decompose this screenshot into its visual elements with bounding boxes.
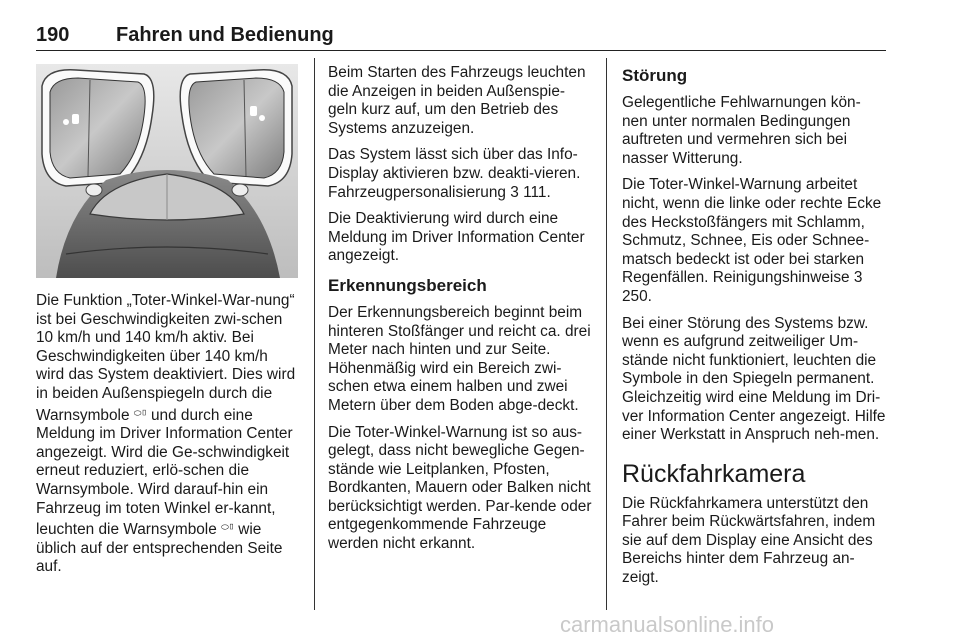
heading-stoerung: Störung (622, 66, 688, 85)
heading-rueckfahrkamera: Rückfahrkamera (622, 459, 806, 488)
car-rear (56, 170, 280, 278)
blind-spot-warning-icon: ⬭▯ (133, 407, 147, 418)
paragraph-dirty-bumper: Die Toter-Winkel-Warnung arbeitet nicht, wenn die linke oder rechte Ecke des Heckstoßfängers mit Schlamm, Schmutz, Schnee, Eis oder Schnee-matsch bedeckt ist oder bei starken Regenfällen. Reinigungshinweise 3 250. (622, 176, 882, 305)
blind-spot-illustration (36, 64, 298, 278)
heading-erkennungsbereich: Erkennungsbereich (328, 275, 487, 295)
paragraph-deactivation: Die Deaktivierung wird durch eine Meldung im Driver Information Center angezeigt. (328, 210, 585, 265)
paragraph-detection-zone: Der Erkennungsbereich beginnt beim hinteren Stoßfänger und reicht ca. drei Meter nach hinten und zur Seite. Höhenmäßig wird ein Bereich zwi-schen etwa einem halben und zwei Metern über dem Boden abge-deckt. (328, 303, 591, 414)
column-1 (36, 292, 298, 585)
paragraph-speed-range (36, 292, 298, 577)
page-number: 190 (36, 24, 70, 46)
column-2 (328, 64, 592, 562)
text-segment: Die Funktion „Toter-Winkel-War-nung“ ist bei Geschwindigkeiten zwi-schen 10 km/h und 140 km/h aktiv. Bei Geschwindigkeiten über 140 km/h wird das System deaktiviert. Dies wird in beiden Außenspiegeln durch die Warnsymbole (36, 292, 296, 424)
paragraph-startup: Beim Starten des Fahrzeugs leuchten die Anzeigen in beiden Außenspie-geln kurz auf, um den Betrieb des Systems anzuzeigen. (328, 64, 586, 137)
paragraph-camera: Die Rückfahrkamera unterstützt den Fahrer beim Rückwärtsfahren, indem sie auf dem Display eine Ansicht des Bereichs hinter dem Fahrzeug an-zeigt. (622, 494, 876, 587)
paragraph-malfunction: Bei einer Störung des Systems bzw. wenn es aufgrund zeitweiliger Um-stände nicht funktioniert, leuchten die Symbole in den Spiegeln permanent. Gleichzeitig wird eine Meldung im Dri-ver Information Center angezeigt. Hilfe einer Werkstatt in Anspruch neh-men. (622, 314, 886, 444)
column-3 (622, 64, 886, 596)
text-segment: wie üblich auf der entsprechenden Seite auf. (36, 521, 283, 576)
text-segment: und durch eine Meldung im Driver Information Center angezeigt. Wird die Ge-schwindigkeit erneut reduziert, erlö-schen die Warnsymbole. Wird darauf-hin ein Fahrzeug im toten Winkel er-kannt, leuchten die Warnsymbole (36, 406, 293, 539)
column-divider-1 (314, 58, 315, 610)
paragraph-false-warnings: Gelegentliche Fehlwarnungen kön-nen unter normalen Bedingungen auftreten und vermehren sich bei nasser Witterung. (622, 94, 861, 167)
paragraph-infodisplay: Das System lässt sich über das Info-Display aktivieren bzw. deakti-vieren. Fahrzeugpersonalisierung 3 111. (328, 146, 581, 201)
header-rule (36, 50, 886, 51)
watermark: carmanualsonline.info (560, 612, 775, 637)
blind-spot-warning-icon: ⬭▯ (221, 522, 234, 533)
paragraph-stationary-objects: Die Toter-Winkel-Warnung ist so aus-gelegt, dass nicht bewegliche Gegen-stände wie Leitplanken, Pfosten, Bordkanten, Mauern oder Balken nicht berücksichtigt werden. Par-kende oder entgegenkommende Fahrzeuge werden nicht erkannt. (328, 423, 592, 553)
column-divider-2 (606, 58, 607, 610)
section-title: Fahren und Bedienung (116, 24, 334, 46)
